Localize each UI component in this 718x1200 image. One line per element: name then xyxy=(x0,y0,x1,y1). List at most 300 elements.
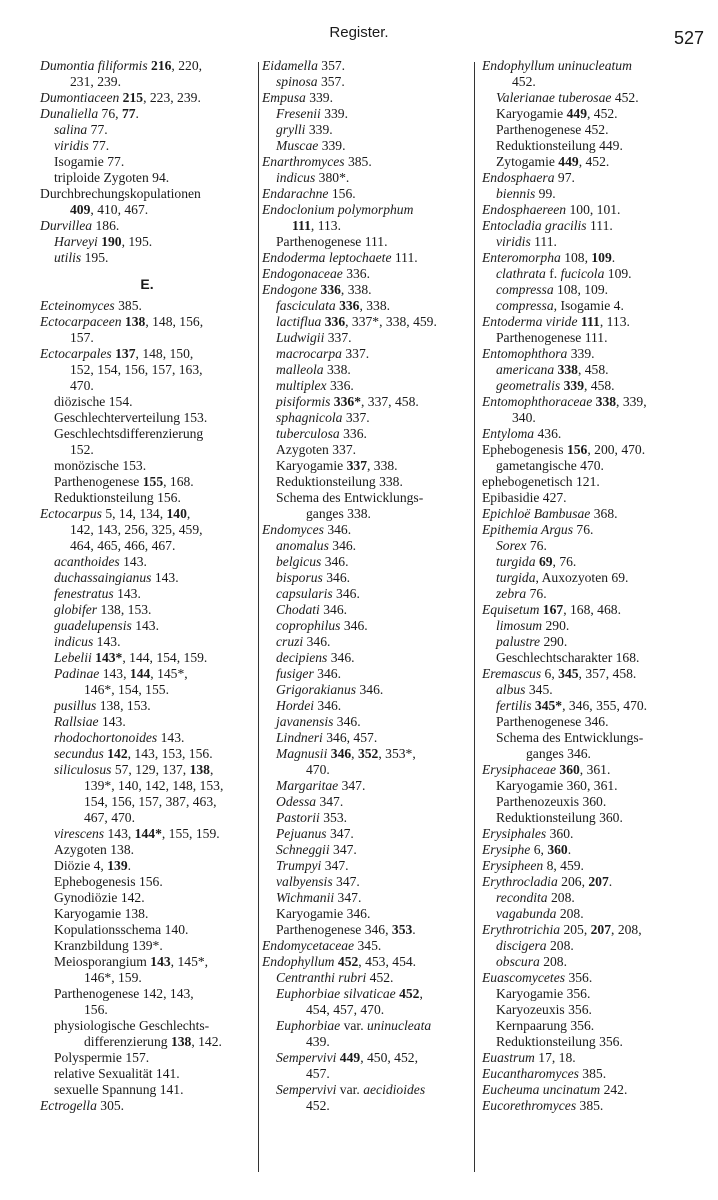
main-page-ref: 449 xyxy=(566,106,587,121)
index-entry xyxy=(262,938,470,954)
index-text: 242. xyxy=(603,1082,628,1097)
index-text: 337. xyxy=(345,346,370,361)
index-entry xyxy=(482,858,712,874)
taxon-name: aecidioides xyxy=(363,1082,426,1097)
main-page-ref: 336 xyxy=(320,282,341,297)
index-subentry xyxy=(40,1018,254,1034)
index-text: 6, xyxy=(544,666,559,681)
taxon-name: Empusa xyxy=(262,90,310,105)
taxon-name: Endophyllum xyxy=(262,954,338,969)
taxon-name: Euphorbiae xyxy=(276,1018,344,1033)
index-entry xyxy=(482,346,712,362)
index-entry xyxy=(40,106,254,122)
index-text: 138, 153. xyxy=(100,602,152,617)
index-text: , 208, xyxy=(611,922,642,937)
index-text: , 144, 154, 159. xyxy=(122,650,208,665)
taxon-name: Ectocarpus xyxy=(40,506,106,521)
index-entry xyxy=(262,154,470,170)
index-text: 290. xyxy=(543,634,568,649)
index-subentry xyxy=(40,474,254,490)
index-text: 208. xyxy=(550,938,574,953)
index-text: , 452. xyxy=(586,106,618,121)
main-page-ref: 409 xyxy=(70,202,91,217)
index-entry xyxy=(262,58,470,74)
taxon-name: tuberculosa xyxy=(276,426,344,441)
taxon-name: Endoclonium polymorphum xyxy=(262,202,414,217)
index-subentry xyxy=(262,906,470,922)
index-subentry xyxy=(482,106,712,122)
index-text: diözische 154. xyxy=(54,394,133,409)
index-text: 347. xyxy=(319,794,344,809)
index-subentry xyxy=(482,154,712,170)
index-entry xyxy=(482,522,712,538)
index-text: differenzierung xyxy=(84,1034,171,1049)
index-text: 339. xyxy=(570,346,595,361)
index-subentry xyxy=(40,234,254,250)
index-text: 154, 156, 157, 387, 463, xyxy=(84,794,217,809)
main-page-ref: 449 xyxy=(558,154,579,169)
taxon-name: Sorex xyxy=(496,538,530,553)
index-subentry xyxy=(482,618,712,634)
index-entry xyxy=(40,1098,254,1114)
index-subentry xyxy=(262,570,470,586)
index-text: 346. xyxy=(332,538,357,553)
index-text: Ephebogenesis xyxy=(482,442,567,457)
taxon-name: palustre xyxy=(496,634,544,649)
index-text: Azygoten 138. xyxy=(54,842,135,857)
index-text: , 337*, 338, 459. xyxy=(345,314,437,329)
taxon-name: Entomophthoraceae xyxy=(482,394,596,409)
index-entry xyxy=(482,474,712,490)
taxon-name: Eucorethromyces xyxy=(482,1098,580,1113)
index-continuation xyxy=(40,682,254,698)
taxon-name: javanensis xyxy=(276,714,337,729)
index-text: Geschlechterverteilung 153. xyxy=(54,410,208,425)
taxon-name: uninucleata xyxy=(367,1018,432,1033)
main-page-ref: 138 xyxy=(124,314,146,329)
index-text: , Auxozyoten 69. xyxy=(535,570,629,585)
index-subentry xyxy=(262,730,470,746)
index-subentry xyxy=(262,666,470,682)
index-text: Polyspermie 157. xyxy=(54,1050,150,1065)
taxon-name: indicus xyxy=(276,170,319,185)
index-text: , 145*, xyxy=(170,954,209,969)
index-text: , 145*, xyxy=(150,666,188,681)
index-text: 143. xyxy=(123,554,147,569)
main-page-ref: 336 xyxy=(324,314,346,329)
taxon-name: Eucheuma uncinatum xyxy=(482,1082,604,1097)
index-subentry xyxy=(40,602,254,618)
taxon-name: Pejuanus xyxy=(276,826,330,841)
index-text: Azygoten 337. xyxy=(276,442,357,457)
index-subentry xyxy=(482,730,712,746)
index-text: Reduktionsteilung 449. xyxy=(496,138,623,153)
index-text: 357. xyxy=(321,58,346,73)
taxon-name: turgida xyxy=(496,554,539,569)
index-text: 109. xyxy=(607,266,632,281)
taxon-name: Entomophthora xyxy=(482,346,571,361)
index-text: 337. xyxy=(327,330,352,345)
index-text: 452. xyxy=(614,90,639,105)
index-text: Karyogamie 360, 361. xyxy=(496,778,618,793)
index-text: 470. xyxy=(70,378,94,393)
main-page-ref: 155 xyxy=(142,474,164,489)
main-page-ref: 337 xyxy=(346,458,367,473)
taxon-name: limosum xyxy=(496,618,546,633)
main-page-ref: 137 xyxy=(115,346,136,361)
index-text: Epibasidie 427. xyxy=(482,490,567,505)
index-subentry xyxy=(40,906,254,922)
index-subentry xyxy=(262,858,470,874)
index-subentry xyxy=(482,698,712,714)
index-text: 76. xyxy=(529,586,547,601)
taxon-name: recondita xyxy=(496,890,551,905)
main-page-ref: 360 xyxy=(547,842,568,857)
index-text: 157. xyxy=(70,330,94,345)
index-continuation xyxy=(40,778,254,794)
index-text: Karyogamie xyxy=(496,106,567,121)
index-continuation xyxy=(262,1034,470,1050)
index-entry xyxy=(262,954,470,970)
index-text: , 76. xyxy=(552,554,577,569)
taxon-name: Pastorii xyxy=(276,810,324,825)
taxon-name: Magnusii xyxy=(276,746,331,761)
index-subentry xyxy=(40,842,254,858)
taxon-name: belgicus xyxy=(276,554,325,569)
index-text: Karyogamie 356. xyxy=(496,986,591,1001)
index-continuation xyxy=(482,74,712,90)
index-continuation xyxy=(40,970,254,986)
index-text: Karyogamie 346. xyxy=(276,906,371,921)
taxon-name: acanthoides xyxy=(54,554,124,569)
taxon-name: fusiger xyxy=(276,666,318,681)
taxon-name: Eremascus xyxy=(482,666,545,681)
taxon-name: Enteromorpha xyxy=(482,250,565,265)
main-page-ref: 345 xyxy=(558,666,579,681)
index-subentry xyxy=(262,842,470,858)
index-entry xyxy=(482,490,712,506)
taxon-name: duchassaingianus xyxy=(54,570,155,585)
index-subentry xyxy=(262,74,470,90)
index-text: , xyxy=(186,506,191,521)
index-text: , 458. xyxy=(583,378,615,393)
main-page-ref: 138 xyxy=(170,1034,192,1049)
taxon-name: virescens xyxy=(54,826,108,841)
index-text: Parthenogenese 111. xyxy=(496,330,608,345)
index-text: 152, 154, 156, 157, 163, xyxy=(70,362,203,377)
main-page-ref: 111 xyxy=(292,218,311,233)
taxon-name: Hordei xyxy=(276,698,318,713)
index-text: 340. xyxy=(512,410,536,425)
index-text: Isogamie 77. xyxy=(54,154,125,169)
index-subentry xyxy=(262,426,470,442)
index-text: , 450, 452, xyxy=(360,1050,418,1065)
index-text: Parthenogenese 452. xyxy=(496,122,609,137)
taxon-name: grylli xyxy=(276,122,309,137)
taxon-name: Dumontiaceen xyxy=(40,90,123,105)
index-text: 339. xyxy=(321,138,346,153)
taxon-name: Eidamella xyxy=(262,58,322,73)
index-continuation xyxy=(40,74,254,90)
index-continuation xyxy=(40,442,254,458)
index-entry xyxy=(262,202,470,218)
taxon-name: Endarachne xyxy=(262,186,332,201)
index-text: . xyxy=(567,842,572,857)
index-subentry xyxy=(262,314,470,330)
index-subentry xyxy=(40,410,254,426)
index-text: , 142. xyxy=(191,1034,222,1049)
taxon-name: Wichmanii xyxy=(276,890,338,905)
main-page-ref: 69 xyxy=(538,554,553,569)
index-subentry xyxy=(40,1082,254,1098)
index-subentry xyxy=(482,538,712,554)
index-subentry xyxy=(262,1050,470,1066)
index-text: 143. xyxy=(117,586,141,601)
taxon-name: zebra xyxy=(496,586,530,601)
index-text: Kopulationsschema 140. xyxy=(54,922,189,937)
taxon-name: Rallsiae xyxy=(54,714,102,729)
index-entry xyxy=(482,426,712,442)
index-text: 208. xyxy=(559,906,584,921)
index-entry xyxy=(482,874,712,890)
index-subentry xyxy=(482,570,712,586)
index-subentry xyxy=(40,890,254,906)
index-subentry xyxy=(40,426,254,442)
index-column-1 xyxy=(40,58,254,1114)
main-page-ref: 139 xyxy=(107,858,128,873)
index-text: Reduktionsteilung 360. xyxy=(496,810,623,825)
index-continuation xyxy=(40,810,254,826)
taxon-name: Fresenii xyxy=(276,106,325,121)
taxon-name: salina xyxy=(54,122,91,137)
index-text: , 458. xyxy=(577,362,609,377)
index-subentry xyxy=(40,570,254,586)
taxon-name: valbyensis xyxy=(276,874,337,889)
index-text: 380*. xyxy=(318,170,350,185)
index-text: Meiosporangium xyxy=(54,954,151,969)
index-text: Karyogamie xyxy=(276,458,347,473)
index-text: 143. xyxy=(154,570,179,585)
index-subentry xyxy=(262,682,470,698)
index-text: 353. xyxy=(323,810,348,825)
index-text: , 220, xyxy=(171,58,203,73)
taxon-name: coprophilus xyxy=(276,618,344,633)
main-page-ref: 138 xyxy=(189,762,210,777)
index-text: Durchbrechungskopulationen xyxy=(40,186,201,201)
main-page-ref: 345* xyxy=(534,698,563,713)
taxon-name: secundus xyxy=(54,746,108,761)
taxon-name: Lindneri xyxy=(276,730,327,745)
index-subentry xyxy=(40,666,254,682)
index-text: 337. xyxy=(345,410,370,425)
index-subentry xyxy=(40,730,254,746)
index-text: ephebogenetisch 121. xyxy=(482,474,600,489)
index-entry xyxy=(40,90,254,106)
taxon-name: guadelupensis xyxy=(54,618,136,633)
index-subentry xyxy=(482,1002,712,1018)
index-entry xyxy=(482,58,712,74)
index-subentry xyxy=(482,554,712,570)
index-text: 452. xyxy=(306,1098,330,1113)
index-text: 346. xyxy=(323,602,348,617)
index-text: , 113. xyxy=(310,218,341,233)
taxon-name: Margaritae xyxy=(276,778,342,793)
index-text: gametangische 470. xyxy=(496,458,604,473)
taxon-name: sphagnicola xyxy=(276,410,346,425)
taxon-name: Epithemia Argus xyxy=(482,522,577,537)
taxon-name: Ectocarpaceen xyxy=(40,314,125,329)
taxon-name: Sempervivi xyxy=(276,1082,340,1097)
index-text: , 155, 159. xyxy=(161,826,220,841)
taxon-name: Odessa xyxy=(276,794,320,809)
index-text: 345. xyxy=(528,682,553,697)
index-subentry xyxy=(262,794,470,810)
taxon-name: cruzi xyxy=(276,634,307,649)
index-entry xyxy=(482,922,712,938)
index-subentry xyxy=(482,298,712,314)
index-text: 208. xyxy=(543,954,567,969)
index-subentry xyxy=(40,954,254,970)
index-text: , 338. xyxy=(340,282,372,297)
taxon-name: multiplex xyxy=(276,378,330,393)
index-entry xyxy=(482,1066,712,1082)
index-text: , 339, xyxy=(616,394,647,409)
index-text: ganges 346. xyxy=(526,746,591,761)
taxon-name: Endogonaceae xyxy=(262,266,347,281)
index-subentry xyxy=(482,458,712,474)
index-text: , 148, 150, xyxy=(135,346,194,361)
index-text: 108, 109. xyxy=(557,282,609,297)
main-page-ref: 452 xyxy=(399,986,420,1001)
taxon-name: Sempervivi xyxy=(276,1050,340,1065)
index-text: , 353*, xyxy=(378,746,416,761)
index-entry xyxy=(262,522,470,538)
index-text: 464, 465, 466, 467. xyxy=(70,538,176,553)
index-text: , 452. xyxy=(578,154,610,169)
index-text: 57, 129, 137, xyxy=(114,762,190,777)
index-text: 346. xyxy=(327,522,352,537)
index-text: , 357, 458. xyxy=(578,666,637,681)
index-text: , xyxy=(419,986,423,1001)
index-subentry xyxy=(40,458,254,474)
index-subentry xyxy=(262,650,470,666)
index-entry xyxy=(40,506,254,522)
taxon-name: utilis xyxy=(54,250,85,265)
index-text: , Isogamie 4. xyxy=(553,298,624,313)
index-subentry xyxy=(40,250,254,266)
index-text: Geschlechtscharakter 168. xyxy=(496,650,640,665)
index-subentry xyxy=(262,362,470,378)
column-divider xyxy=(474,62,475,1172)
index-entry xyxy=(262,266,470,282)
index-subentry xyxy=(40,746,254,762)
index-subentry xyxy=(40,858,254,874)
index-subentry xyxy=(40,938,254,954)
index-text: Gynodiözie 142. xyxy=(54,890,145,905)
index-subentry xyxy=(262,986,470,1002)
index-continuation xyxy=(262,762,470,778)
index-text: 346. xyxy=(324,554,349,569)
index-text: 339. xyxy=(309,90,333,105)
taxon-name: Euphorbiae silvaticae xyxy=(276,986,400,1001)
main-page-ref: 338 xyxy=(557,362,578,377)
page-header xyxy=(0,22,718,48)
main-page-ref: 144* xyxy=(134,826,162,841)
taxon-name: macrocarpa xyxy=(276,346,346,361)
index-continuation xyxy=(40,378,254,394)
index-entry xyxy=(482,1050,712,1066)
index-subentry xyxy=(262,410,470,426)
taxon-name: Euastrum xyxy=(482,1050,539,1065)
index-subentry xyxy=(40,1050,254,1066)
index-text: , 200, 470. xyxy=(587,442,646,457)
main-page-ref: 353 xyxy=(391,922,413,937)
index-entry xyxy=(482,250,712,266)
taxon-name: discigera xyxy=(496,938,550,953)
main-page-ref: 109 xyxy=(591,250,612,265)
index-entry xyxy=(262,282,470,298)
index-subentry xyxy=(262,778,470,794)
index-subentry xyxy=(482,266,712,282)
index-continuation xyxy=(262,1002,470,1018)
index-subentry xyxy=(262,490,470,506)
index-text: Parthenogenese 346, xyxy=(276,922,392,937)
index-text: 347. xyxy=(341,778,366,793)
index-entry xyxy=(482,970,712,986)
index-text: Kranzbildung 139*. xyxy=(54,938,163,953)
taxon-name: Endomycetaceae xyxy=(262,938,358,953)
index-subentry xyxy=(482,794,712,810)
index-text: Reduktionsteilung 156. xyxy=(54,490,181,505)
index-text: 77. xyxy=(90,122,108,137)
taxon-name: Erysiphaceae xyxy=(482,762,560,777)
index-subentry xyxy=(40,650,254,666)
index-subentry xyxy=(262,538,470,554)
main-page-ref: 339 xyxy=(563,378,584,393)
index-text: . xyxy=(611,250,616,265)
taxon-name: Equisetum xyxy=(482,602,543,617)
index-continuation xyxy=(40,794,254,810)
running-title: Register. xyxy=(329,24,389,41)
taxon-name: pisiformis xyxy=(276,394,334,409)
index-text: 347. xyxy=(336,874,360,889)
index-text: 347. xyxy=(330,826,354,841)
index-text: 76. xyxy=(529,538,547,553)
index-text: . xyxy=(127,858,132,873)
index-subentry xyxy=(262,618,470,634)
index-subentry xyxy=(262,714,470,730)
main-page-ref: 360 xyxy=(559,762,580,777)
taxon-name: Erysiphe xyxy=(482,842,534,857)
index-subentry xyxy=(262,458,470,474)
index-text: 138, 153. xyxy=(99,698,151,713)
index-subentry xyxy=(262,170,470,186)
index-text: Parthenogenese xyxy=(54,474,143,489)
index-text: 108, xyxy=(564,250,592,265)
main-page-ref: 346 xyxy=(330,746,352,761)
taxon-name: Lebelii xyxy=(54,650,96,665)
index-text: , 346, 355, 470. xyxy=(562,698,648,713)
taxon-name: Padinae xyxy=(54,666,103,681)
index-text: 146*, 159. xyxy=(84,970,142,985)
taxon-name: Erysiphales xyxy=(482,826,550,841)
index-text: Ephebogenesis 156. xyxy=(54,874,163,889)
index-continuation xyxy=(482,410,712,426)
index-entry xyxy=(482,506,712,522)
index-subentry xyxy=(262,602,470,618)
index-text: , 410, 467. xyxy=(90,202,149,217)
taxon-name: viridis xyxy=(496,234,535,249)
